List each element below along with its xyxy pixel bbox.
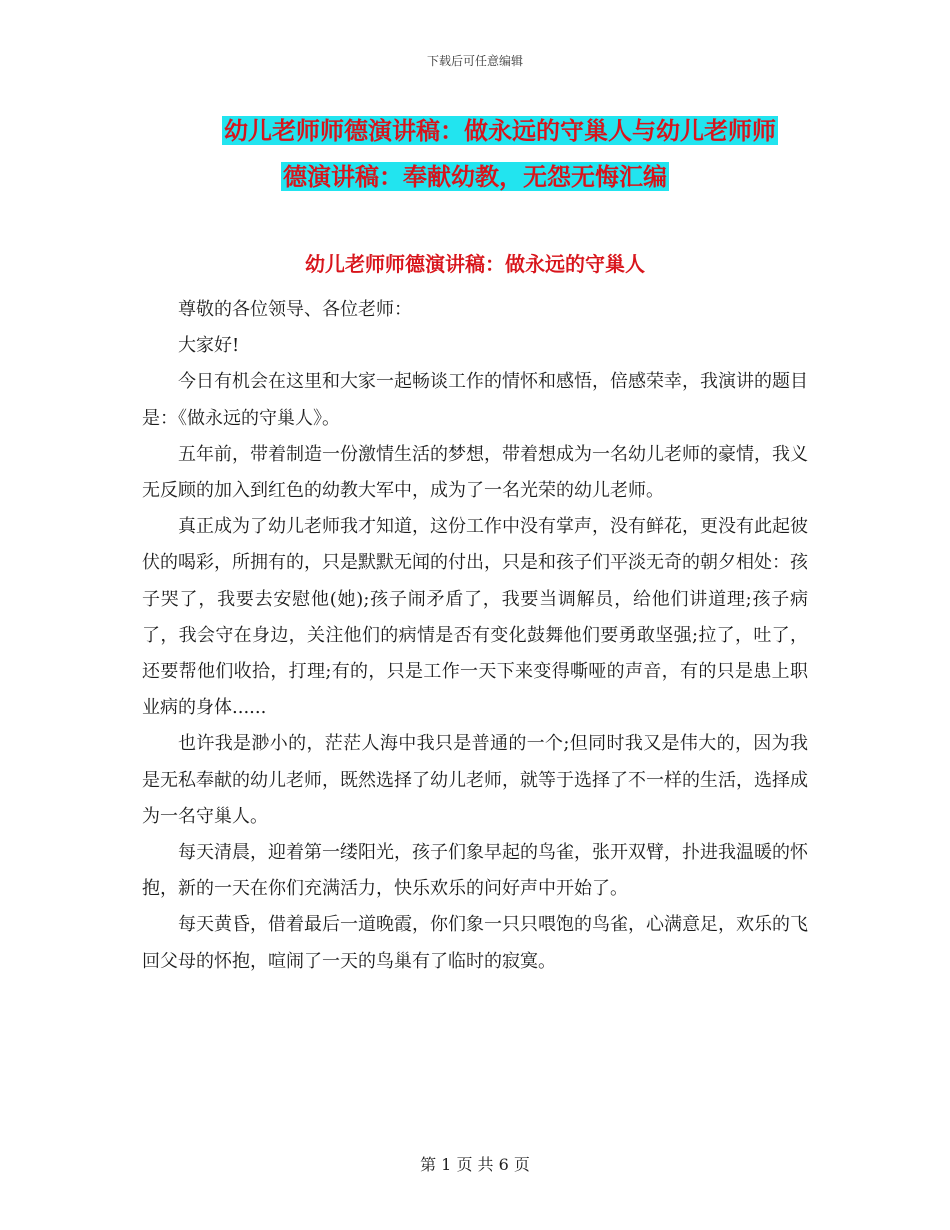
paragraph: 也许我是渺小的，茫茫人海中我只是普通的一个;但同时我又是伟大的，因为我是无私奉献的幼儿老师，既然选择了幼儿老师，就等于选择了不一样的生活，选择成为一名守巢人。 (142, 733, 808, 827)
page-header-note: 下载后可任意编辑 (426, 54, 523, 68)
title-line-1-text: 幼儿老师师德演讲稿：做永远的守巢人与幼儿老师师 (224, 116, 776, 145)
paragraph-salutation: 尊敬的各位领导、各位老师： (178, 299, 412, 320)
paragraph: 五年前，带着制造一份激情生活的梦想，带着想成为一名幼儿老师的豪情，我义无反顾的加入到红色的幼教大军中，成为了一名光荣的幼儿老师。 (142, 443, 808, 502)
document-title (0, 108, 950, 200)
title-line-2 (0, 154, 950, 200)
title-line-1 (0, 108, 950, 154)
paragraph: 真正成为了幼儿老师我才知道，这份工作中没有掌声，没有鲜花，更没有此起彼伏的喝彩，所拥有的，只是默默无闻的付出，只是和孩子们平淡无奇的朝夕相处：孩子哭了，我要去安慰他(她);孩子闹矛盾了，我要当调解员，给他们讲道理;孩子病了，我会守在身边，关注他们的病情是否有变化鼓舞他们要勇敢坚强;拉了，吐了，还要帮他们收拾，打理;有的，只是工作一天下来变得嘶哑的声音，有的只是患上职业病的身体...... (142, 516, 808, 719)
section-heading: 幼儿老师师德演讲稿：做永远的守巢人 (305, 252, 645, 276)
speech-body (142, 292, 808, 980)
page-number: 第 1 页 共 6 页 (420, 1155, 530, 1174)
paragraph: 每天黄昏，借着最后一道晚霞，你们象一只只喂饱的鸟雀，心满意足，欢乐的飞回父母的怀抱，喧闹了一天的鸟巢有了临时的寂寞。 (142, 914, 808, 972)
paragraph: 今日有机会在这里和大家一起畅谈工作的情怀和感悟，倍感荣幸，我演讲的题目是：《做永远的守巢人》。 (142, 371, 808, 429)
paragraph: 每天清晨，迎着第一缕阳光，孩子们象早起的鸟雀，张开双臂，扑进我温暖的怀抱，新的一天在你们充满活力，快乐欢乐的问好声中开始了。 (142, 842, 808, 900)
paragraph-greeting: 大家好! (178, 335, 240, 357)
title-line-2-text: 德演讲稿：奉献幼教，无怨无悔汇编 (283, 162, 667, 191)
